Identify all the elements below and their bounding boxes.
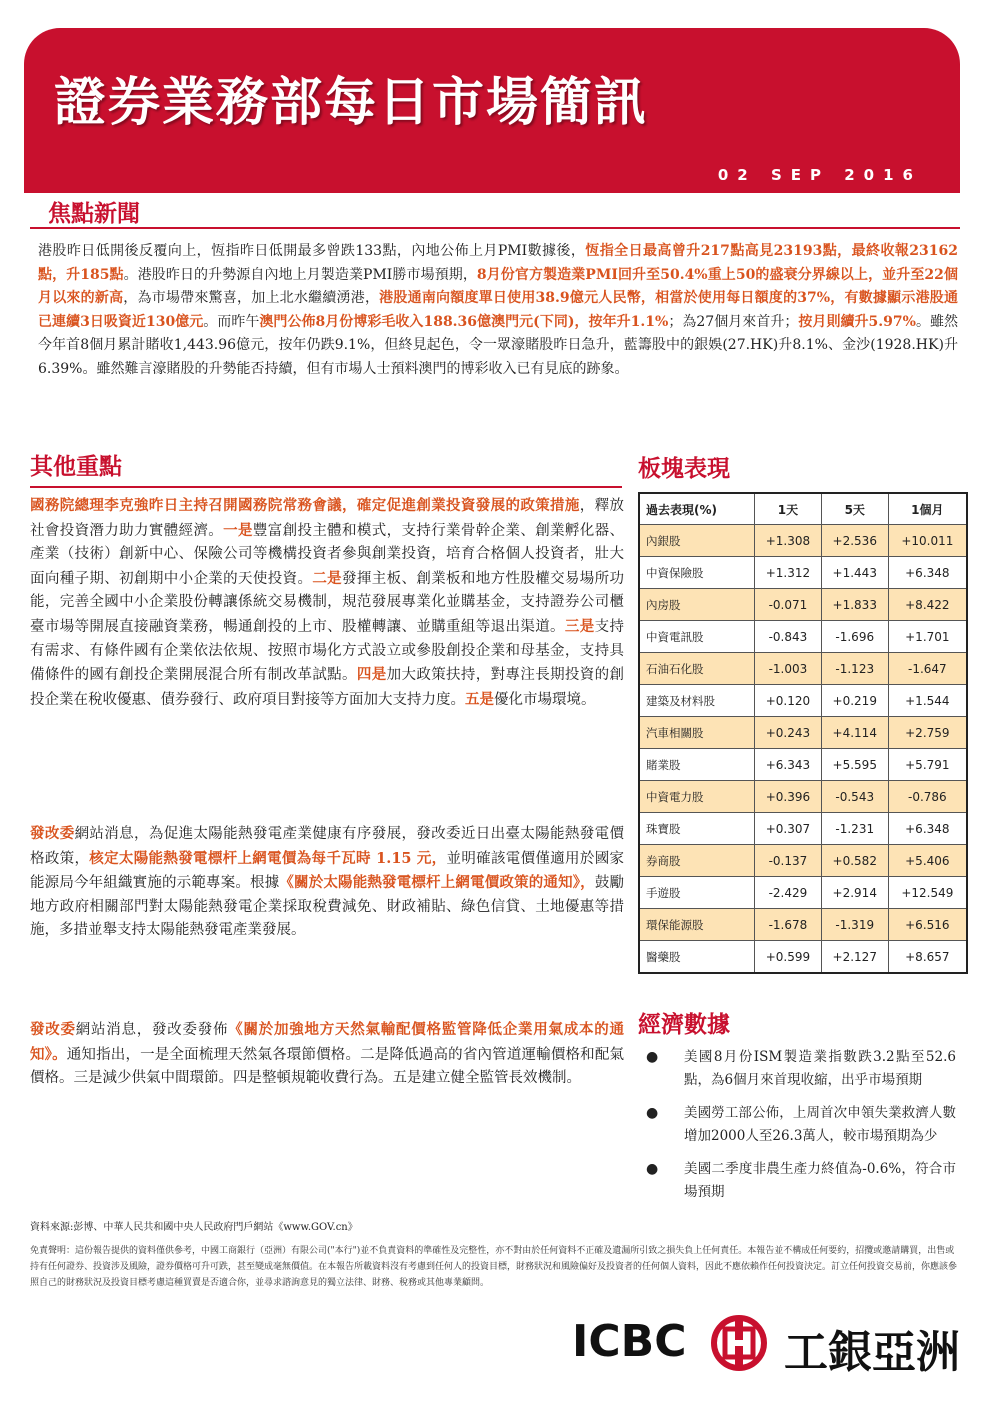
list-item <box>644 1046 956 1092</box>
body-text: 。雖然今年首8個月累計賭收1,443.96億元，按年仍跌9.1%，但終見起色，令一眾濠賭股昨日急升，藍籌股中的銀娛(27.HK)升8.1%、金沙(1928.HK)升6.39%。雖然難言濠賭股的升勢能否持續，但有市場人士預料澳門的博彩收入已有見底的跡象。 <box>38 313 959 377</box>
sector-name-cell: 中資電力股 <box>639 781 755 813</box>
return-value-cell: +6.516 <box>888 909 967 941</box>
table-row <box>639 909 967 941</box>
return-value-cell: +0.120 <box>755 685 822 717</box>
sector-name-cell: 券商股 <box>639 845 755 877</box>
table-header-row <box>639 493 967 525</box>
logo-text-zh: 工銀亞洲 <box>784 1327 960 1378</box>
return-value-cell: +10.011 <box>888 525 967 557</box>
list-item-text: 美國8月份ISM製造業指數跌3.2點至52.6點，為6個月來首現收縮，出乎市場預期 <box>684 1049 956 1088</box>
sector-name-cell: 中資保險股 <box>639 557 755 589</box>
body-text: ，釋放社會投資潛力助力實體經濟。 <box>30 498 624 539</box>
return-value-cell: +1.833 <box>821 589 888 621</box>
return-value-cell: +2.127 <box>821 941 888 974</box>
return-value-cell: -1.696 <box>821 621 888 653</box>
highlight-text: 發改委 <box>30 825 75 842</box>
focus-divider <box>30 227 960 229</box>
highlight-text: 一是 <box>223 521 253 539</box>
focus-news-heading: 焦點新聞 <box>48 201 140 227</box>
highlight-text: 國務院總理李克強昨日主持召開國務院常務會議，確定促進創業投資發展的政策措施 <box>30 497 580 514</box>
header-banner <box>24 28 960 193</box>
return-value-cell: +0.219 <box>821 685 888 717</box>
sector-name-cell: 手遊股 <box>639 877 755 909</box>
return-value-cell: -1.231 <box>821 813 888 845</box>
return-value-cell: +12.549 <box>888 877 967 909</box>
sector-name-cell: 石油石化股 <box>639 653 755 685</box>
logo-text-en: ICBC <box>572 1316 687 1367</box>
table-row <box>639 557 967 589</box>
body-text: ，為市場帶來驚喜，加上北水繼續湧港， <box>123 290 380 306</box>
highlight-text: 8月份官方製造業PMI回升至50.4%重上50的盛衰分界線以上，並升至22個月以來的新高 <box>38 266 958 306</box>
return-value-cell: +0.396 <box>755 781 822 813</box>
return-value-cell: -0.843 <box>755 621 822 653</box>
table-row <box>639 685 967 717</box>
return-value-cell: +1.312 <box>755 557 822 589</box>
return-value-cell: +0.599 <box>755 941 822 974</box>
highlight-text: 四是 <box>356 666 387 684</box>
highlight-text: 《關於太陽能熱發電標杆上網電價政策的通知》， <box>279 874 595 892</box>
return-value-cell: +0.307 <box>755 813 822 845</box>
disclaimer: 免責聲明：這份報告提供的資料僅供參考，中國工商銀行（亞洲）有限公司("本行")並不負責資料的準確性及完整性，亦不對由於任何資料不正確及遺漏所引致之損失負上任何責任。本報告並不構成任何要約，招攬或邀請購買，出售或持有任何證券、投資涉及風險，證券價格可升可跌，甚至變成毫無價值。在本報告所載資料沒有考慮到任何人的投資目標，財務狀況和風險偏好及投資者的任何個人資料，因此不應依賴作任何投資決定。訂立任何投資交易前，你應該參照自己的財務狀況及投資目標考慮這種買賣是否適合你，並尋求諮詢意見的獨立法律、財務、稅務或其他專業顧問。 <box>30 1246 958 1288</box>
body-text: 港股昨日低開後反覆向上，恆指昨日低開最多曾跌133點，內地公佈上月PMI數據後， <box>38 243 586 259</box>
return-value-cell: -1.647 <box>888 653 967 685</box>
table-row <box>639 781 967 813</box>
return-value-cell: +2.536 <box>821 525 888 557</box>
bullet-icon: ● <box>646 1105 659 1121</box>
return-value-cell: +8.657 <box>888 941 967 974</box>
return-value-cell: -0.543 <box>821 781 888 813</box>
body-text: 。港股昨日的升勢源自內地上月製造業PMI勝市場預期， <box>123 266 477 283</box>
column-header: 1天 <box>755 493 822 525</box>
column-header: 5天 <box>821 493 888 525</box>
sector-name-cell: 中資電訊股 <box>639 621 755 653</box>
return-value-cell: -0.786 <box>888 781 967 813</box>
table-row <box>639 653 967 685</box>
economic-data-list <box>644 1046 956 1214</box>
list-item <box>644 1102 956 1148</box>
return-value-cell: +6.348 <box>888 813 967 845</box>
sector-name-cell: 環保能源股 <box>639 909 755 941</box>
return-value-cell: +5.791 <box>888 749 967 781</box>
focus-news-paragraph <box>38 240 958 381</box>
highlight-text: 港股通南向額度單日使用38.9億元人民幣，相當於使用每日額度的37%，有數據顯示港股通已連續3日吸資近130億元 <box>38 290 959 330</box>
return-value-cell: -2.429 <box>755 877 822 909</box>
highlight-text: 《關於加強地方天然氣輸配價格監管降低企業用氣成本的通知》。 <box>30 1021 624 1063</box>
body-text: 網站消息，發改委發佈 <box>75 1022 229 1038</box>
sector-name-cell: 醫藥股 <box>639 941 755 974</box>
body-text: 並明確該電價僅適用於國家能源局今年組織實施的示範專案。根據 <box>30 850 625 892</box>
return-value-cell: +0.243 <box>755 717 822 749</box>
return-value-cell: -1.678 <box>755 909 822 941</box>
body-text: 鼓勵地方政府相關部門對太陽能熱發電企業採取稅費減免、財政補貼、綠色信貸、土地優惠等措施，多措並舉支持太陽能熱發電產業發展。 <box>30 875 625 939</box>
return-value-cell: +2.759 <box>888 717 967 749</box>
icbc-logo <box>572 1312 964 1378</box>
other-highlights-heading: 其他重點 <box>30 454 122 480</box>
sector-name-cell: 建築及材料股 <box>639 685 755 717</box>
column-header: 1個月 <box>888 493 967 525</box>
body-text: ；為27個月來首升； <box>668 313 799 330</box>
highlight-text: 澳門公佈8月份博彩毛收入188.36億澳門元(下同)，按年升1.1% <box>259 313 669 330</box>
sector-name-cell: 賭業股 <box>639 749 755 781</box>
highlight-text: 二是 <box>312 569 343 587</box>
table-row <box>639 589 967 621</box>
body-text: 優化市場環境。 <box>494 691 596 708</box>
source-note: 資料來源:彭博、中華人民共和國中央人民政府門戶網站《www.GOV.cn》 <box>30 1222 358 1233</box>
return-value-cell: +1.701 <box>888 621 967 653</box>
other-paragraph-solar <box>30 822 624 943</box>
table-row <box>639 941 967 974</box>
sector-name-cell: 內銀股 <box>639 525 755 557</box>
sector-name-cell: 珠寶股 <box>639 813 755 845</box>
sector-performance-heading: 板塊表現 <box>638 456 730 482</box>
sector-performance-table <box>638 492 968 974</box>
table-row <box>639 877 967 909</box>
return-value-cell: +5.406 <box>888 845 967 877</box>
highlight-text: 恆指全日最高曾升217點高見23193點，最終收報23162點，升185點 <box>38 243 958 283</box>
return-value-cell: +4.114 <box>821 717 888 749</box>
sector-name-cell: 內房股 <box>639 589 755 621</box>
body-text: 發揮主板、創業板和地方性股權交易場所功能，完善全國中小企業股份轉讓係統交易機制，規范發展專業化並購基金，支持證券公司櫃臺市場等開展直接融資業務，暢通創投的上市、股權轉讓、並購重組等退出渠道。 <box>30 570 625 635</box>
bullet-icon: ● <box>646 1049 659 1065</box>
body-text: 。而昨午 <box>203 313 260 330</box>
report-date: 02 SEP 2016 <box>717 166 922 184</box>
return-value-cell: +1.308 <box>755 525 822 557</box>
highlight-text: 按月則續升5.97% <box>798 313 916 330</box>
return-value-cell: -0.071 <box>755 589 822 621</box>
list-item-text: 美國勞工部公佈，上周首次申領失業救濟人數增加2000人至26.3萬人，較市場預期為少 <box>684 1105 956 1144</box>
icbc-emblem-icon <box>710 1314 768 1372</box>
return-value-cell: +6.348 <box>888 557 967 589</box>
return-value-cell: -0.137 <box>755 845 822 877</box>
return-value-cell: +5.595 <box>821 749 888 781</box>
list-item-text: 美國二季度非農生產力終值為-0.6%，符合市場預期 <box>684 1161 956 1200</box>
highlight-text: 三是 <box>564 617 595 635</box>
return-value-cell: +8.422 <box>888 589 967 621</box>
return-value-cell: +1.544 <box>888 685 967 717</box>
body-text: 通知指出，一是全面梳理天然氣各環節價格。二是降低過高的省內管道運輸價格和配氣價格。三是減少供氣中間環節。四是整頓規範收費行為。五是建立健全監管長效機制。 <box>30 1046 625 1087</box>
return-value-cell: -1.123 <box>821 653 888 685</box>
body-text: 支持有需求、有條件國有企業依法依規、按照市場化方式設立或參股創投企業和母基金，支持具備條件的國有創投企業開展混合所有制改革試點。 <box>30 618 624 684</box>
other-divider <box>30 486 622 488</box>
other-paragraph-state-council <box>30 494 624 712</box>
highlight-text: 發改委 <box>30 1021 76 1038</box>
highlight-text: 五是 <box>465 690 494 708</box>
column-header: 過去表現(%) <box>639 493 755 525</box>
sector-name-cell: 汽車相關股 <box>639 717 755 749</box>
table-row <box>639 717 967 749</box>
table-row <box>639 813 967 845</box>
return-value-cell: -1.003 <box>755 653 822 685</box>
table-row <box>639 845 967 877</box>
body-text: 加大政策扶持，對專注長期投資的創投企業在稅收優惠、債券發行、政府項目對接等方面加大支持力度。 <box>30 667 625 708</box>
return-value-cell: -1.319 <box>821 909 888 941</box>
return-value-cell: +6.343 <box>755 749 822 781</box>
bullet-icon: ● <box>646 1161 659 1177</box>
return-value-cell: +0.582 <box>821 845 888 877</box>
economic-data-heading: 經濟數據 <box>638 1012 730 1038</box>
return-value-cell: +1.443 <box>821 557 888 589</box>
body-text: 網站消息，為促進太陽能熱發電產業健康有序發展，發改委近日出臺太陽能熱發電價格政策， <box>30 826 624 867</box>
body-text: 豐富創投主體和模式，支持行業骨幹企業、創業孵化器、產業（技術）創新中心、保險公司等機構投資者參與創業投資，培育合格個人投資者，壯大面向種子期、初創期中小企業的天使投資。 <box>30 522 625 587</box>
page-title: 證券業務部每日市場簡訊 <box>54 73 649 133</box>
return-value-cell: +2.914 <box>821 877 888 909</box>
table-row <box>639 749 967 781</box>
table-row <box>639 525 967 557</box>
table-row <box>639 621 967 653</box>
highlight-text: 核定太陽能熱發電標杆上網電價為每千瓦時 1.15 元， <box>89 849 447 867</box>
other-paragraph-gas <box>30 1018 624 1091</box>
list-item <box>644 1158 956 1204</box>
